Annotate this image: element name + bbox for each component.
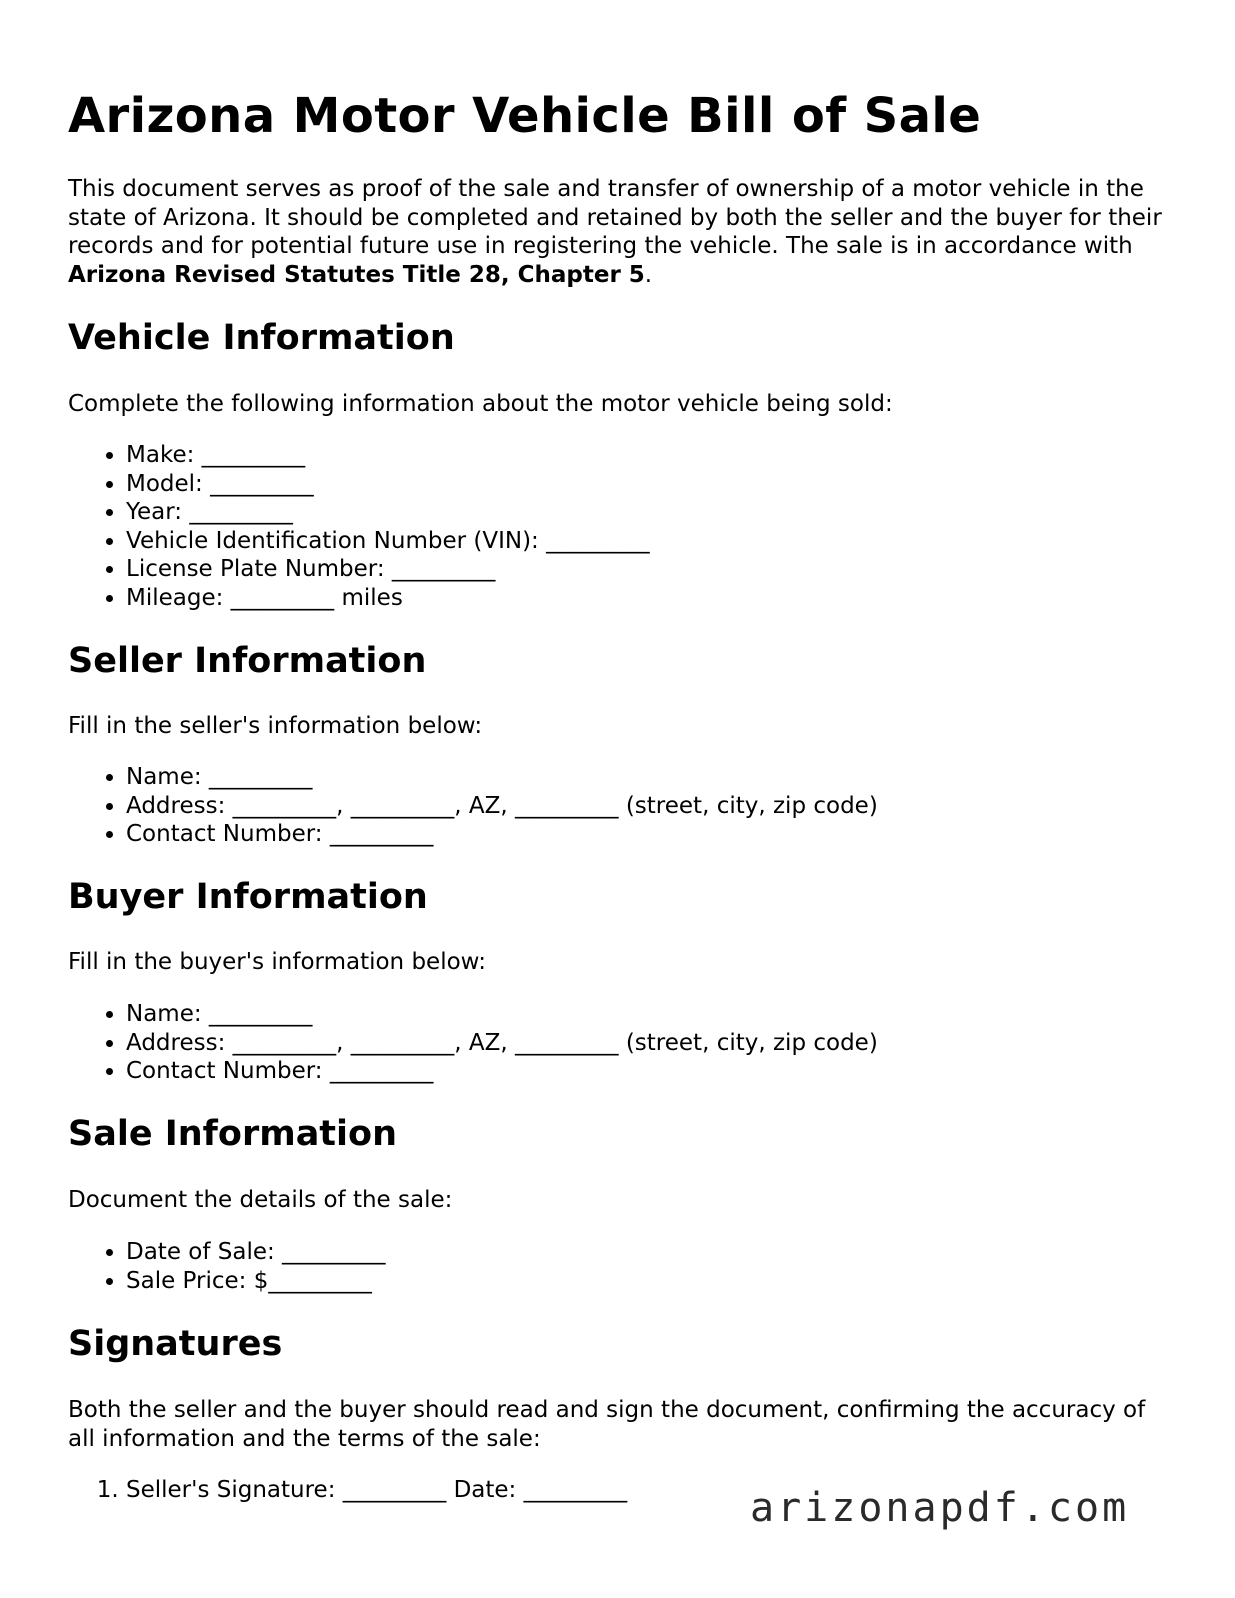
intro-paragraph xyxy=(68,175,1168,289)
seller-fields-list xyxy=(68,763,878,849)
document-title: Arizona Motor Vehicle Bill of Sale xyxy=(68,88,982,144)
vehicle-heading: Vehicle Information xyxy=(68,318,455,358)
sale-lead: Document the details of the sale: xyxy=(68,1187,453,1213)
buyer-fields-list xyxy=(68,1000,878,1086)
vehicle-mileage-field: • Mileage: _________ miles xyxy=(126,584,650,613)
seller-heading: Seller Information xyxy=(68,641,427,681)
sale-fields-list xyxy=(68,1238,386,1295)
vehicle-year-field: • Year: _________ xyxy=(126,498,650,527)
watermark-text: arizonapdf.com xyxy=(750,1485,1130,1531)
vehicle-fields-list xyxy=(68,441,650,612)
sale-price-field: • Sale Price: $_________ xyxy=(126,1267,386,1296)
seller-name-field: • Name: _________ xyxy=(126,763,878,792)
sale-date-field: • Date of Sale: _________ xyxy=(126,1238,386,1267)
seller-contact-field: • Contact Number: _________ xyxy=(126,820,878,849)
intro-end: . xyxy=(644,261,653,288)
vehicle-vin-field: • Vehicle Identification Number (VIN): _________ xyxy=(126,527,650,556)
signatures-list xyxy=(68,1476,627,1505)
signatures-heading: Signatures xyxy=(68,1324,283,1364)
vehicle-plate-field: • License Plate Number: _________ xyxy=(126,555,650,584)
intro-text: This document serves as proof of the sale and transfer of ownership of a motor vehicle in the state of Arizona. It should be completed and retained by both the seller and the buyer for their records and for potential future use in registering the vehicle. The sale is in accordance with xyxy=(68,176,1162,259)
buyer-contact-field: • Contact Number: _________ xyxy=(126,1057,878,1086)
statute-reference: Arizona Revised Statutes Title 28, Chapter 5 xyxy=(68,261,645,288)
vehicle-make-field: • Make: _________ xyxy=(126,441,650,470)
sale-heading: Sale Information xyxy=(68,1114,397,1154)
seller-signature-field: 1. Seller's Signature: _________ Date: _________ xyxy=(126,1476,627,1505)
seller-address-field: • Address: _________, _________, AZ, _________ (street, city, zip code) xyxy=(126,792,878,821)
buyer-lead: Fill in the buyer's information below: xyxy=(68,949,486,975)
signatures-lead: Both the seller and the buyer should read and sign the document, confirming the accuracy of all information and the terms of the sale: xyxy=(68,1397,1146,1452)
buyer-address-field: • Address: _________, _________, AZ, _________ (street, city, zip code) xyxy=(126,1029,878,1058)
vehicle-model-field: • Model: _________ xyxy=(126,470,650,499)
buyer-heading: Buyer Information xyxy=(68,877,428,917)
buyer-name-field: • Name: _________ xyxy=(126,1000,878,1029)
vehicle-lead: Complete the following information about the motor vehicle being sold: xyxy=(68,391,893,417)
seller-lead: Fill in the seller's information below: xyxy=(68,713,483,739)
